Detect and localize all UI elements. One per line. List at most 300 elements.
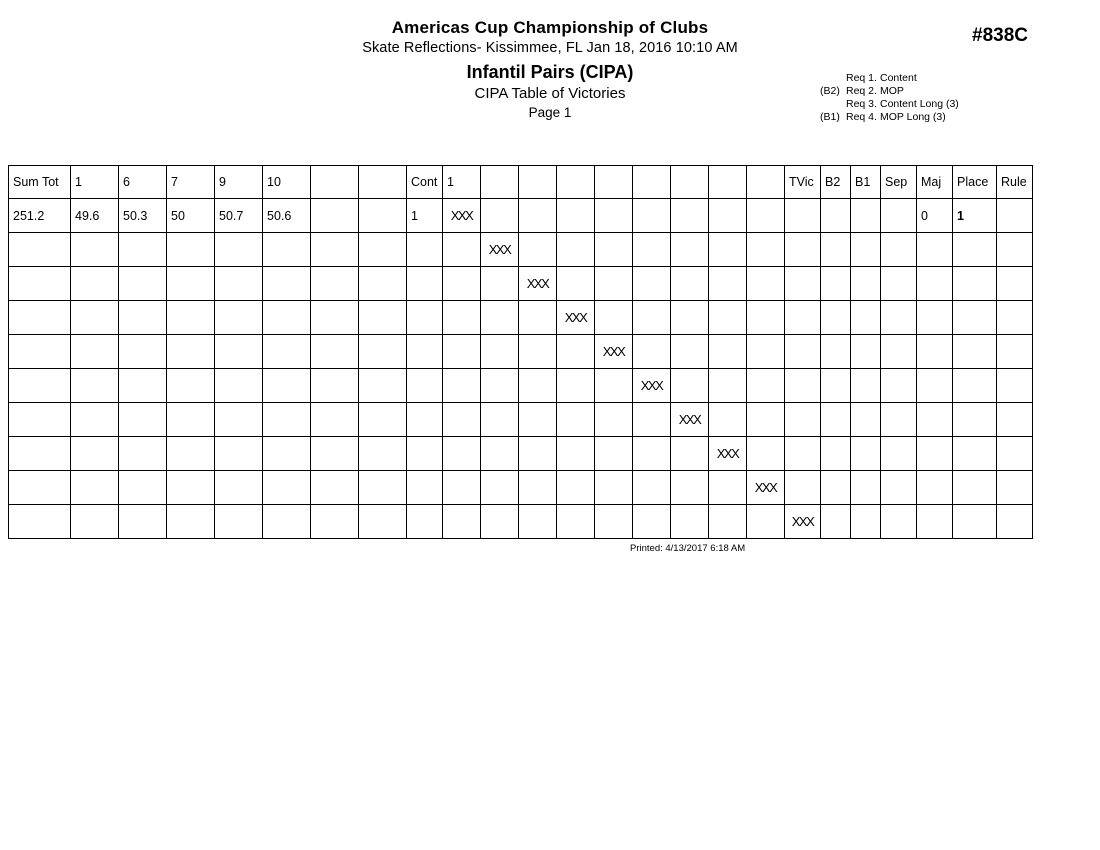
column-header: 1 bbox=[71, 166, 119, 199]
column-header bbox=[359, 166, 407, 199]
table-row bbox=[9, 233, 1033, 267]
column-header: Place bbox=[953, 166, 997, 199]
table-cell bbox=[519, 335, 557, 369]
self-block-cell bbox=[709, 437, 747, 471]
xxx-marker: XXX bbox=[450, 208, 473, 223]
table-cell bbox=[407, 267, 443, 301]
self-block-cell bbox=[785, 505, 821, 539]
table-cell bbox=[671, 267, 709, 301]
table-cell bbox=[917, 369, 953, 403]
table-cell bbox=[215, 471, 263, 505]
table-cell bbox=[785, 471, 821, 505]
victories-table-container bbox=[8, 165, 1033, 539]
column-header: 9 bbox=[215, 166, 263, 199]
table-cell bbox=[595, 437, 633, 471]
table-cell bbox=[953, 233, 997, 267]
table-cell bbox=[633, 301, 671, 335]
table-cell bbox=[443, 335, 481, 369]
page-label: Page 1 bbox=[528, 105, 572, 120]
table-cell bbox=[407, 471, 443, 505]
table-cell bbox=[851, 335, 881, 369]
table-cell bbox=[481, 505, 519, 539]
requirement-label: Req 1. bbox=[846, 72, 877, 84]
column-header: B1 bbox=[851, 166, 881, 199]
table-cell bbox=[595, 505, 633, 539]
table-cell bbox=[881, 505, 917, 539]
table-cell bbox=[443, 437, 481, 471]
table-cell bbox=[119, 267, 167, 301]
table-cell bbox=[821, 369, 851, 403]
table-cell: 49.6 bbox=[71, 199, 119, 233]
table-cell bbox=[167, 233, 215, 267]
table-cell bbox=[263, 335, 311, 369]
table-cell bbox=[9, 437, 71, 471]
table-cell bbox=[119, 505, 167, 539]
table-cell bbox=[997, 471, 1033, 505]
table-cell bbox=[671, 335, 709, 369]
column-header: Cont bbox=[407, 166, 443, 199]
table-cell bbox=[119, 403, 167, 437]
table-cell bbox=[359, 199, 407, 233]
requirement-row bbox=[820, 72, 959, 85]
table-cell bbox=[407, 437, 443, 471]
table-row bbox=[9, 199, 1033, 233]
table-cell bbox=[747, 267, 785, 301]
table-cell bbox=[519, 301, 557, 335]
table-cell bbox=[443, 233, 481, 267]
requirement-label: Req 3. bbox=[846, 98, 877, 110]
table-row bbox=[9, 505, 1033, 539]
table-cell bbox=[671, 471, 709, 505]
table-cell bbox=[557, 199, 595, 233]
table-cell bbox=[9, 505, 71, 539]
requirement-tag: (B2) bbox=[820, 85, 840, 97]
table-cell: 50 bbox=[167, 199, 215, 233]
table-cell bbox=[747, 233, 785, 267]
table-cell bbox=[851, 403, 881, 437]
table-row bbox=[9, 471, 1033, 505]
table-cell bbox=[519, 505, 557, 539]
table-cell bbox=[311, 335, 359, 369]
table-cell bbox=[71, 471, 119, 505]
table-cell bbox=[785, 301, 821, 335]
requirement-label: Req 4. bbox=[846, 111, 877, 123]
table-cell bbox=[519, 403, 557, 437]
table-cell bbox=[263, 437, 311, 471]
table-cell bbox=[785, 437, 821, 471]
table-cell bbox=[851, 471, 881, 505]
table-cell: 251.2 bbox=[9, 199, 71, 233]
table-cell bbox=[519, 233, 557, 267]
document-number: #838C bbox=[972, 25, 1028, 46]
table-cell bbox=[821, 471, 851, 505]
table-cell bbox=[167, 301, 215, 335]
table-cell bbox=[821, 199, 851, 233]
table-cell bbox=[821, 437, 851, 471]
table-row bbox=[9, 437, 1033, 471]
table-cell bbox=[557, 403, 595, 437]
table-cell bbox=[709, 335, 747, 369]
self-block-cell bbox=[557, 301, 595, 335]
table-cell bbox=[709, 369, 747, 403]
table-cell bbox=[407, 403, 443, 437]
table-cell bbox=[481, 301, 519, 335]
table-cell bbox=[9, 267, 71, 301]
table-cell bbox=[917, 267, 953, 301]
table-cell bbox=[709, 199, 747, 233]
table-cell bbox=[359, 403, 407, 437]
table-cell bbox=[747, 335, 785, 369]
column-header bbox=[633, 166, 671, 199]
table-cell bbox=[443, 369, 481, 403]
table-cell bbox=[851, 437, 881, 471]
table-cell bbox=[917, 403, 953, 437]
requirement-text: MOP Long (3) bbox=[880, 111, 946, 123]
column-header: Sum Tot bbox=[9, 166, 71, 199]
table-cell bbox=[633, 199, 671, 233]
table-cell bbox=[671, 199, 709, 233]
table-cell bbox=[953, 471, 997, 505]
table-cell bbox=[785, 335, 821, 369]
self-block-cell bbox=[633, 369, 671, 403]
table-row bbox=[9, 403, 1033, 437]
table-cell bbox=[917, 335, 953, 369]
table-cell bbox=[481, 335, 519, 369]
table-cell bbox=[747, 437, 785, 471]
requirement-text: Content Long (3) bbox=[880, 98, 959, 110]
table-cell bbox=[557, 369, 595, 403]
table-cell: 0 bbox=[917, 199, 953, 233]
table-cell bbox=[119, 437, 167, 471]
requirement-tag: (B1) bbox=[820, 111, 840, 123]
table-header-row bbox=[9, 166, 1033, 199]
table-cell bbox=[263, 267, 311, 301]
table-cell bbox=[71, 267, 119, 301]
table-cell bbox=[443, 301, 481, 335]
table-cell bbox=[671, 437, 709, 471]
table-cell bbox=[595, 471, 633, 505]
table-cell bbox=[633, 505, 671, 539]
table-row bbox=[9, 301, 1033, 335]
table-cell bbox=[443, 505, 481, 539]
table-cell bbox=[215, 505, 263, 539]
table-cell bbox=[821, 267, 851, 301]
table-cell bbox=[443, 267, 481, 301]
table-cell bbox=[997, 505, 1033, 539]
table-cell bbox=[595, 233, 633, 267]
table-cell bbox=[881, 369, 917, 403]
table-cell bbox=[595, 369, 633, 403]
table-cell bbox=[997, 199, 1033, 233]
table-cell bbox=[595, 301, 633, 335]
table-cell bbox=[407, 301, 443, 335]
table-cell bbox=[747, 369, 785, 403]
table-cell bbox=[671, 505, 709, 539]
table-cell bbox=[997, 233, 1033, 267]
table-cell bbox=[881, 233, 917, 267]
xxx-marker: XXX bbox=[640, 378, 663, 393]
requirement-row bbox=[820, 85, 959, 98]
xxx-marker: XXX bbox=[488, 242, 511, 257]
column-header: 6 bbox=[119, 166, 167, 199]
table-cell bbox=[9, 369, 71, 403]
table-cell bbox=[671, 233, 709, 267]
table-cell bbox=[747, 301, 785, 335]
xxx-marker: XXX bbox=[526, 276, 549, 291]
table-cell bbox=[519, 369, 557, 403]
requirements-legend bbox=[820, 72, 959, 124]
xxx-marker: XXX bbox=[716, 446, 739, 461]
table-cell bbox=[633, 233, 671, 267]
column-header: Sep bbox=[881, 166, 917, 199]
table-cell bbox=[519, 199, 557, 233]
table-cell bbox=[709, 267, 747, 301]
table-cell bbox=[709, 471, 747, 505]
table-cell bbox=[997, 403, 1033, 437]
xxx-marker: XXX bbox=[754, 480, 777, 495]
table-cell bbox=[997, 267, 1033, 301]
column-header: 7 bbox=[167, 166, 215, 199]
table-cell bbox=[311, 267, 359, 301]
column-header: 1 bbox=[443, 166, 481, 199]
table-cell bbox=[215, 335, 263, 369]
table-cell bbox=[359, 505, 407, 539]
table-cell bbox=[633, 437, 671, 471]
table-cell bbox=[71, 369, 119, 403]
table-cell bbox=[709, 233, 747, 267]
table-cell bbox=[481, 471, 519, 505]
column-header bbox=[747, 166, 785, 199]
table-cell bbox=[953, 505, 997, 539]
table-cell bbox=[785, 403, 821, 437]
table-cell bbox=[481, 369, 519, 403]
table-cell bbox=[917, 437, 953, 471]
table-cell bbox=[167, 369, 215, 403]
table-cell bbox=[311, 301, 359, 335]
table-cell bbox=[119, 233, 167, 267]
table-cell bbox=[785, 233, 821, 267]
table-cell bbox=[9, 335, 71, 369]
table-cell bbox=[519, 471, 557, 505]
self-block-cell bbox=[747, 471, 785, 505]
table-cell bbox=[119, 471, 167, 505]
self-block-cell bbox=[443, 199, 481, 233]
table-cell bbox=[311, 505, 359, 539]
table-cell bbox=[821, 403, 851, 437]
table-cell bbox=[71, 335, 119, 369]
table-cell bbox=[119, 369, 167, 403]
table-cell bbox=[953, 335, 997, 369]
table-cell bbox=[557, 233, 595, 267]
table-cell bbox=[407, 369, 443, 403]
table-cell bbox=[407, 505, 443, 539]
self-block-cell bbox=[481, 233, 519, 267]
table-cell bbox=[71, 301, 119, 335]
table-cell bbox=[821, 505, 851, 539]
table-cell bbox=[917, 301, 953, 335]
column-header: Maj bbox=[917, 166, 953, 199]
requirement-row bbox=[820, 98, 959, 111]
victories-table bbox=[8, 165, 1033, 539]
table-cell bbox=[119, 335, 167, 369]
table-cell bbox=[9, 301, 71, 335]
table-cell bbox=[9, 403, 71, 437]
table-row bbox=[9, 267, 1033, 301]
table-cell bbox=[557, 505, 595, 539]
table-cell bbox=[917, 505, 953, 539]
self-block-cell bbox=[595, 335, 633, 369]
column-header bbox=[519, 166, 557, 199]
table-cell bbox=[359, 471, 407, 505]
self-block-cell bbox=[671, 403, 709, 437]
table-cell bbox=[71, 233, 119, 267]
xxx-marker: XXX bbox=[791, 514, 814, 529]
table-cell bbox=[359, 301, 407, 335]
table-cell bbox=[851, 505, 881, 539]
event-title: Infantil Pairs (CIPA) bbox=[466, 62, 634, 82]
table-cell bbox=[851, 369, 881, 403]
table-cell bbox=[359, 233, 407, 267]
table-cell bbox=[997, 369, 1033, 403]
self-block-cell bbox=[519, 267, 557, 301]
table-cell bbox=[671, 301, 709, 335]
table-cell bbox=[881, 301, 917, 335]
table-cell bbox=[785, 199, 821, 233]
table-cell bbox=[997, 301, 1033, 335]
column-header bbox=[311, 166, 359, 199]
table-cell bbox=[71, 505, 119, 539]
xxx-marker: XXX bbox=[602, 344, 625, 359]
column-header bbox=[671, 166, 709, 199]
venue-date: Skate Reflections- Kissimmee, FL Jan 18, 2016 10:10 AM bbox=[362, 40, 738, 56]
table-cell bbox=[311, 233, 359, 267]
table-cell bbox=[167, 267, 215, 301]
table-cell bbox=[595, 267, 633, 301]
table-cell bbox=[263, 403, 311, 437]
table-cell bbox=[311, 403, 359, 437]
table-cell bbox=[481, 199, 519, 233]
table-cell bbox=[557, 335, 595, 369]
table-cell bbox=[481, 267, 519, 301]
table-cell bbox=[359, 437, 407, 471]
table-cell bbox=[881, 437, 917, 471]
table-cell bbox=[9, 471, 71, 505]
column-header: B2 bbox=[821, 166, 851, 199]
xxx-marker: XXX bbox=[678, 412, 701, 427]
table-cell bbox=[215, 369, 263, 403]
column-header bbox=[557, 166, 595, 199]
table-cell bbox=[851, 301, 881, 335]
table-cell bbox=[167, 471, 215, 505]
table-cell bbox=[747, 199, 785, 233]
table-cell bbox=[821, 301, 851, 335]
table-cell bbox=[519, 437, 557, 471]
table-cell bbox=[953, 369, 997, 403]
requirement-label: Req 2. bbox=[846, 85, 877, 97]
column-header bbox=[595, 166, 633, 199]
table-cell bbox=[311, 471, 359, 505]
table-cell bbox=[953, 403, 997, 437]
table-row bbox=[9, 335, 1033, 369]
table-cell bbox=[119, 301, 167, 335]
table-cell bbox=[215, 301, 263, 335]
table-cell bbox=[709, 403, 747, 437]
table-cell bbox=[881, 267, 917, 301]
table-cell bbox=[881, 199, 917, 233]
table-cell bbox=[557, 437, 595, 471]
table-cell bbox=[167, 505, 215, 539]
table-cell bbox=[997, 335, 1033, 369]
table-cell bbox=[557, 471, 595, 505]
table-cell bbox=[953, 437, 997, 471]
table-cell bbox=[785, 267, 821, 301]
table-cell bbox=[747, 403, 785, 437]
table-cell bbox=[709, 505, 747, 539]
table-cell bbox=[953, 267, 997, 301]
table-cell bbox=[443, 471, 481, 505]
table-cell bbox=[881, 403, 917, 437]
table-cell bbox=[359, 369, 407, 403]
table-cell: 50.6 bbox=[263, 199, 311, 233]
table-name: CIPA Table of Victories bbox=[474, 85, 626, 102]
requirement-text: Content bbox=[880, 72, 917, 84]
table-cell bbox=[595, 199, 633, 233]
table-cell: 50.7 bbox=[215, 199, 263, 233]
table-cell bbox=[407, 233, 443, 267]
table-cell bbox=[633, 471, 671, 505]
table-cell bbox=[595, 403, 633, 437]
table-cell bbox=[311, 199, 359, 233]
table-cell: 1 bbox=[407, 199, 443, 233]
table-cell bbox=[633, 403, 671, 437]
table-cell bbox=[851, 267, 881, 301]
table-cell bbox=[215, 267, 263, 301]
column-header: 10 bbox=[263, 166, 311, 199]
table-cell bbox=[263, 471, 311, 505]
table-cell bbox=[785, 369, 821, 403]
table-cell bbox=[481, 403, 519, 437]
table-cell bbox=[9, 233, 71, 267]
column-header: TVic bbox=[785, 166, 821, 199]
table-cell bbox=[557, 267, 595, 301]
table-cell bbox=[997, 437, 1033, 471]
table-cell bbox=[481, 437, 519, 471]
printed-timestamp: Printed: 4/13/2017 6:18 AM bbox=[630, 543, 746, 554]
table-cell bbox=[851, 199, 881, 233]
table-cell: 1 bbox=[953, 199, 997, 233]
table-cell bbox=[881, 471, 917, 505]
table-cell bbox=[633, 267, 671, 301]
competition-title: Americas Cup Championship of Clubs bbox=[391, 18, 709, 37]
table-cell bbox=[71, 437, 119, 471]
table-cell bbox=[263, 233, 311, 267]
table-cell bbox=[821, 233, 851, 267]
table-cell bbox=[71, 403, 119, 437]
table-cell bbox=[953, 301, 997, 335]
table-cell bbox=[167, 437, 215, 471]
table-row bbox=[9, 369, 1033, 403]
column-header bbox=[709, 166, 747, 199]
table-cell bbox=[851, 233, 881, 267]
table-cell bbox=[311, 369, 359, 403]
table-cell: 50.3 bbox=[119, 199, 167, 233]
table-cell bbox=[263, 505, 311, 539]
table-cell bbox=[215, 437, 263, 471]
table-cell bbox=[917, 471, 953, 505]
table-cell bbox=[747, 505, 785, 539]
table-cell bbox=[671, 369, 709, 403]
table-cell bbox=[263, 301, 311, 335]
